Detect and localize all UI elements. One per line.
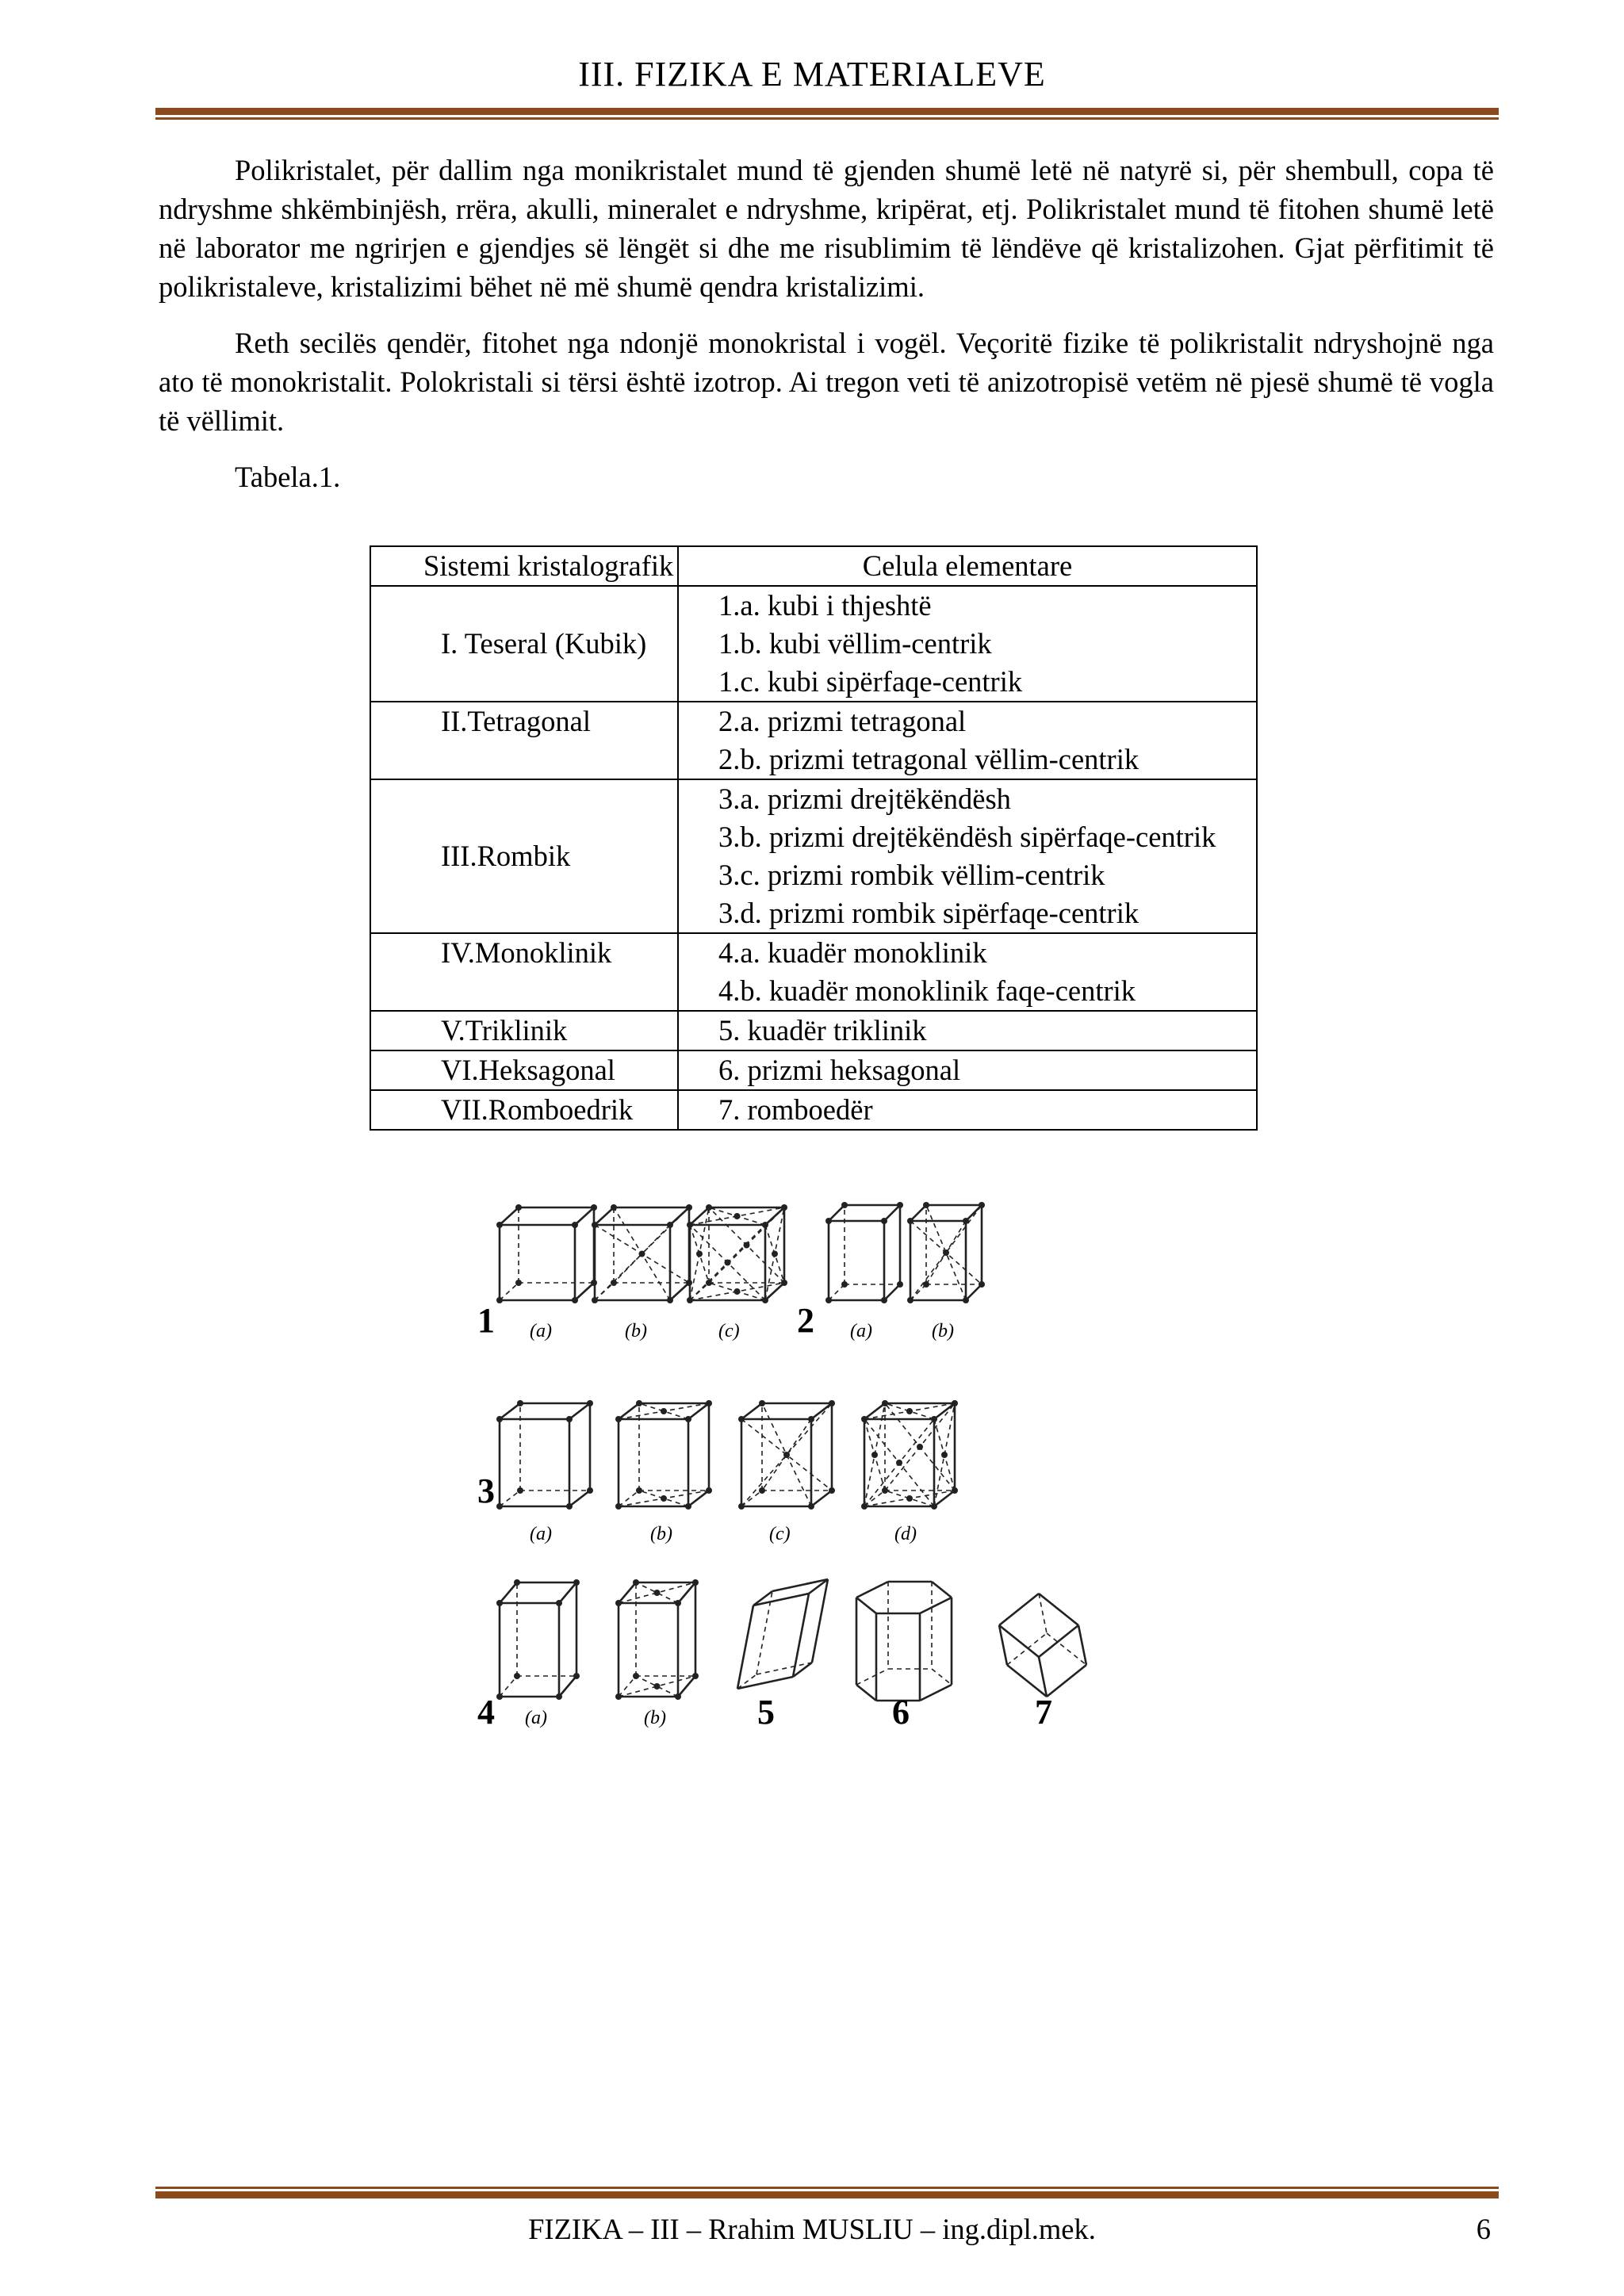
unit-cell-icon [861, 1400, 958, 1510]
rhombohedron-icon [999, 1594, 1086, 1697]
table-row [370, 586, 1257, 702]
figure-number: 2 [797, 1301, 814, 1340]
figure-caption: (a) [530, 1524, 552, 1544]
table-row [370, 1090, 1257, 1130]
cell-type: 2.b. prizmi tetragonal vëllim-centrik [718, 743, 1139, 775]
cell-type: 6. prizmi heksagonal [718, 1054, 961, 1086]
table-row [370, 702, 1257, 779]
figure-caption: (c) [769, 1524, 791, 1544]
table-header-row [370, 546, 1257, 586]
figure-number: 3 [477, 1471, 495, 1510]
cell-type: 4.b. kuadër monoklinik faqe-centrik [718, 974, 1136, 1007]
table-row [370, 779, 1257, 933]
figure-number: 5 [757, 1693, 775, 1732]
figure-caption: (a) [525, 1708, 547, 1728]
cell-type: 1.c. kubi sipërfaqe-centrik [718, 665, 1023, 698]
page-header-title: III. FIZIKA E MATERIALEVE [578, 55, 1046, 94]
cell-types [678, 586, 1257, 702]
cell-type: 1.b. kubi vëllim-centrik [718, 627, 992, 660]
figure-caption: (c) [718, 1321, 740, 1341]
cell-types [678, 933, 1257, 1011]
page-number: 6 [1476, 2213, 1491, 2245]
cell-types [678, 702, 1257, 779]
system-name: II.Tetragonal [370, 702, 678, 779]
cell-types [678, 1011, 1257, 1050]
footer-rule [155, 2187, 1499, 2198]
system-name: V.Triklinik [370, 1011, 678, 1050]
crystal-systems-table [370, 545, 1258, 1131]
figure-caption: (b) [625, 1321, 647, 1341]
figure-number: 1 [477, 1301, 495, 1340]
unit-cell-icon [496, 1579, 580, 1700]
figure-number: 7 [1035, 1693, 1052, 1732]
unit-cell-icon [907, 1202, 985, 1303]
cell-type: 7. romboedër [718, 1093, 873, 1126]
crystal-lattice-figure [476, 1181, 1205, 1736]
cell-type: 1.a. kubi i thjeshtë [718, 589, 932, 622]
unit-cell-icon [687, 1204, 787, 1303]
unit-cell-icon [496, 1400, 593, 1510]
table-header-cell: Celula elementare [678, 546, 1257, 586]
figure-caption: (a) [850, 1321, 872, 1341]
table-header-system: Sistemi kristalografik [370, 546, 678, 586]
footer-text: FIZIKA – III – Rrahim MUSLIU – ing.dipl.mek. [528, 2213, 1096, 2245]
cell-type: 3.b. prizmi drejtëkëndësh sipërfaqe-centrik [718, 821, 1216, 853]
system-name: IV.Monoklinik [370, 933, 678, 1011]
figure-caption: (b) [650, 1524, 672, 1544]
cell-type: 5. kuadër triklinik [718, 1014, 927, 1047]
unit-cell-icon [825, 1202, 903, 1303]
cell-types [678, 1050, 1257, 1090]
system-name: VI.Heksagonal [370, 1050, 678, 1090]
cell-type: 4.a. kuadër monoklinik [718, 936, 987, 969]
hexagonal-prism-icon [856, 1582, 952, 1701]
cell-types [678, 779, 1257, 933]
cell-type: 3.d. prizmi rombik sipërfaqe-centrik [718, 897, 1139, 929]
table-label: Tabela.1. [235, 461, 341, 493]
figure-caption: (b) [644, 1708, 666, 1728]
table-row [370, 933, 1257, 1011]
cell-type: 3.c. prizmi rombik vëllim-centrik [718, 859, 1105, 891]
system-name: III.Rombik [370, 779, 678, 933]
unit-cell-icon [738, 1400, 835, 1510]
figure-caption: (d) [894, 1524, 917, 1544]
figure-number: 6 [892, 1693, 910, 1732]
cell-type: 3.a. prizmi drejtëkëndësh [718, 783, 1011, 815]
header-rule [155, 108, 1499, 120]
system-name: VII.Romboedrik [370, 1090, 678, 1130]
body-text [159, 151, 1494, 514]
cell-type: 2.a. prizmi tetragonal [718, 705, 967, 737]
unit-cell-icon [615, 1400, 712, 1510]
table-row [370, 1050, 1257, 1090]
triclinic-cell-icon [737, 1579, 828, 1689]
system-name: I. Teseral (Kubik) [370, 586, 678, 702]
cell-types [678, 1090, 1257, 1130]
unit-cell-icon [615, 1579, 699, 1700]
unit-cell-icon [592, 1204, 692, 1303]
figure-caption: (b) [932, 1321, 954, 1341]
paragraph-2: Reth secilës qendër, fitohet nga ndonjë monokristal i vogël. Veçoritë fizike të polikristalit ndryshojnë nga ato të monokristalit. Polokristali si tërsi është izotrop. Ai tregon veti të anizotropisë vetëm në pjesë shumë të vogla të vëllimit. [159, 327, 1494, 437]
table-row [370, 1011, 1257, 1050]
figure-caption: (a) [530, 1321, 552, 1341]
paragraph-1: Polikristalet, për dallim nga monikristalet mund të gjenden shumë letë në natyrë si, për shembull, copa të ndryshme shkëmbinjësh, rrëra, akulli, mineralet e ndryshme, kripërat, etj. Polikristalet mund të fitohen shumë letë në laborator me ngrirjen e gjendjes së lëngët si dhe me risublimim të lëndëve që kristalizohen. Gjat përfitimit të polikristaleve, kristalizimi bëhet në më shumë qendra kristalizimi. [159, 154, 1494, 303]
unit-cell-icon [496, 1204, 597, 1303]
figure-number: 4 [477, 1693, 495, 1732]
lattice-diagrams [476, 1181, 1205, 1736]
